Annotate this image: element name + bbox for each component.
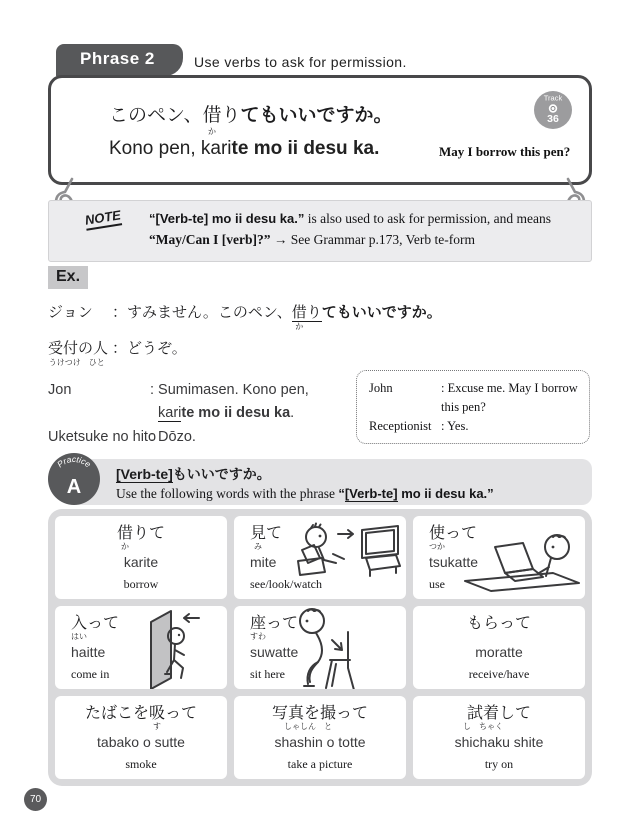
vocab-romaji: mite [250,554,277,571]
furigana: し ちゃく [462,722,503,732]
vocab-gloss: receive/have [468,666,530,681]
vocab-cell-tsukatte: 使って つか tsukatte use [413,516,585,599]
phrase-box [48,75,592,185]
practice-heading-english: Use the following words with the phrase “[Verb-te] mo ii desu ka.” [116,486,494,501]
furigana: はい [71,632,87,642]
note-label: NOTE [84,207,122,230]
romaji-line1-cont: karite mo ii desu ka. [158,405,295,421]
track-disc-icon [533,90,573,130]
sitting-on-chair-icon [280,606,372,689]
vocab-gloss: come in [71,666,110,681]
vocab-cell-karite: 借りて か karite borrow [55,516,227,599]
dialogue-japanese-line1: ジョン ：すみません。このペン、借り か てもいいですか。 [48,301,442,322]
vocab-cell-moratte: もらって moratte receive/have [413,606,585,689]
vocab-cell-mite: 見て み mite see/look/watch [234,516,406,599]
vocab-cell-tabako-o-sutte: たばこを吸って す tabako o sutte smoke [55,696,227,779]
phrase-romaji: Kono pen, karite mo ii desu ka. [109,138,380,159]
furigana: か [120,542,129,552]
door-enter-icon [143,608,201,689]
romaji-speaker1: Jon [48,382,72,398]
phrase-tab: Phrase 2 [56,44,183,76]
furigana: み [254,542,262,552]
furigana: す [152,722,161,732]
vocab-gloss: smoke [125,756,157,771]
vocab-romaji: karite [123,554,159,571]
vocab-cell-shichaku-shite: 試着して し ちゃく shichaku shite try on [413,696,585,779]
speaker-name: ジョン [48,304,93,321]
phrase-english: May I borrow this pen? [439,144,571,159]
example-label: Ex. [48,266,88,289]
furigana: か [295,322,304,331]
track-number: 36 [547,113,559,125]
vocab-romaji: shashin o totte [274,734,366,751]
furigana: しゃしん と [283,722,332,732]
vocab-gloss: see/look/watch [250,576,322,591]
track-label: Track [543,93,563,103]
vocab-gloss: try on [484,756,514,771]
page-number-badge: 70 [24,788,47,811]
practice-badge-letter: A [66,476,82,498]
dialogue-japanese-line2: 受付の人 うけつけ ひと ：どうぞ。 [48,337,187,358]
laptop-user-icon [461,531,583,595]
romaji-line1: : Sumimasen. Kono pen, [150,382,309,398]
vocab-gloss: sit here [250,666,285,681]
vocab-gloss: use [429,576,445,591]
vocab-grid [48,509,592,786]
practice-heading-japanese: [Verb-te]もいいですか。 [116,466,271,482]
vocab-cell-shashin-o-totte: 写真を撮って しゃしん と shashin o totte take a picture [234,696,406,779]
speaker-name: 受付の人 うけつけ ひと [48,340,109,367]
translation-box [356,370,590,444]
furigana: つか [429,542,445,552]
practice-badge [46,451,102,507]
note-text: “[Verb-te] mo ii desu ka.” is also used to ask for permission, and means “May/Can I [verb]?” → See Grammar p.173, Verb te-form [149,211,552,247]
practice-heading-bar [70,459,592,505]
vocab-gloss: take a picture [287,756,353,771]
tv-watching-icon [286,520,404,596]
romaji-speaker2: Uketsuke no hito [48,429,157,445]
vocab-romaji: moratte [475,644,523,661]
vocab-cell-suwatte: 座って すわ suwatte sit here [234,606,406,689]
vocab-cell-haitte: 入って はい haitte come in [55,606,227,689]
romaji-line2: : Dōzo. [150,429,196,445]
translation-row: Receptionist : Yes. [369,418,469,433]
vocab-romaji: tabako o sutte [97,734,185,751]
practice-badge-arc-text: Practice [55,454,93,470]
vocab-romaji: haitte [71,644,106,661]
phrase-japanese: このペン、借り か てもいいですか。 [109,105,393,136]
vocab-romaji: shichaku shite [454,734,544,751]
furigana: か [207,127,216,136]
vocab-gloss: borrow [123,576,159,591]
translation-row: John : Excuse me. May I borrow this pen? [369,381,578,414]
vocab-romaji: suwatte [250,644,299,661]
note-strip [48,200,592,262]
vocab-romaji: tsukatte [429,554,479,571]
furigana: すわ [250,632,266,642]
phrase-subtitle: Use verbs to ask for permission. [194,54,407,70]
furigana: うけつけ ひと [48,358,105,367]
